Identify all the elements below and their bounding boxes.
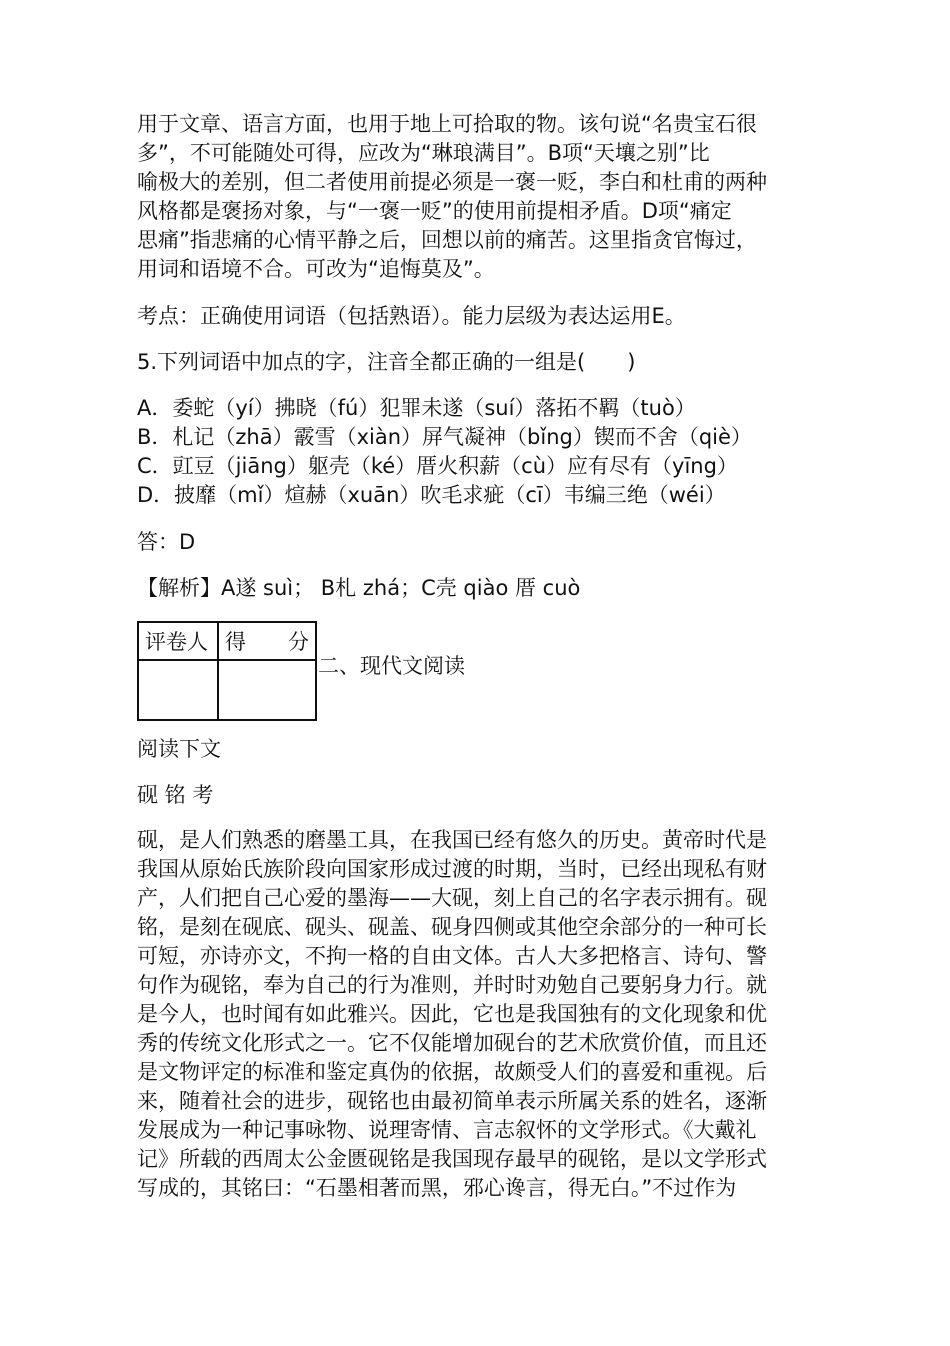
question-stem-text: 5.下列词语中加点的字，注音全都正确的一组是( ) bbox=[137, 350, 636, 374]
question-5-stem bbox=[137, 348, 817, 377]
score-table bbox=[137, 621, 317, 721]
option-d: D．披靡（mǐ）煊赫（xuān）吹毛求疵（cī）韦编三绝（wéi） bbox=[137, 483, 726, 507]
explanation-continuation bbox=[137, 110, 817, 284]
text-line: 是今人，也时闻有如此雅兴。因此，它也是我国独有的文化现象和优 bbox=[137, 1002, 767, 1026]
text-line: 句作为砚铭，奉为自己的行为准则，并时时劝勉自己要躬身力行。就 bbox=[137, 973, 767, 997]
article-title bbox=[137, 781, 817, 810]
text-line: 可短，亦诗亦文，不拘一格的自由文体。古人大多把格言、诗句、警 bbox=[137, 944, 767, 968]
option-b: B．札记（zhā）霰雪（xiàn）屏气凝神（bǐng）锲而不舍（qiè） bbox=[137, 425, 752, 449]
text-line: 记》所载的西周太公金匮砚铭是我国现存最早的砚铭，是以文学形式 bbox=[137, 1147, 767, 1171]
text-line: 产，人们把自己心爱的墨海——大砚，刻上自己的名字表示拥有。砚 bbox=[137, 886, 767, 910]
grader-cell bbox=[138, 660, 218, 720]
text-line: 发展成为一种记事咏物、说理寄情、言志叙怀的文学形式。《大戴礼 bbox=[137, 1118, 757, 1142]
text-line: 写成的，其铭曰：“石墨相著而黑，邪心谗言，得无白。”不过作为 bbox=[137, 1176, 737, 1200]
option-a: A．委蛇（yí）拂晓（fú）犯罪未遂（suí）落拓不羁（tuò） bbox=[137, 396, 696, 420]
score-cell bbox=[218, 660, 316, 720]
score-header: 得 分 bbox=[218, 622, 316, 660]
answer-line bbox=[137, 528, 817, 557]
text-line: 用于文章、语言方面，也用于地上可拾取的物。该句说“名贵宝石很 bbox=[137, 112, 757, 136]
reading-intro-text: 阅读下文 bbox=[137, 737, 221, 761]
text-line: 多”，不可能随处可得，应改为“琳琅满目”。B项“天壤之别”比 bbox=[137, 141, 710, 165]
kaodian-note bbox=[137, 302, 817, 331]
grader-header: 评卷人 bbox=[138, 622, 218, 660]
answer-text: 答：D bbox=[137, 530, 196, 554]
text-line: 风格都是褒扬对象，与“一褒一贬”的使用前提相矛盾。D项“痛定 bbox=[137, 199, 732, 223]
text-line: 我国从原始氏族阶段向国家形成过渡的时期，当时，已经出现私有财 bbox=[137, 857, 767, 881]
text-line: 秀的传统文化形式之一。它不仅能增加砚台的艺术欣赏价值，而且还 bbox=[137, 1031, 767, 1055]
section-title: 二、现代文阅读 bbox=[318, 654, 465, 678]
kaodian-text: 考点：正确使用词语（包括熟语）。能力层级为表达运用E。 bbox=[137, 304, 686, 328]
option-c: C．豇豆（jiāng）躯壳（ké）厝火积薪（cù）应有尽有（yīng） bbox=[137, 454, 738, 478]
analysis-text: 【解析】A遂 suì； B札 zhá；C壳 qiào 厝 cuò bbox=[137, 576, 581, 600]
text-line: 用词和语境不合。可改为“追悔莫及”。 bbox=[137, 257, 495, 281]
article-title-text: 砚 铭 考 bbox=[137, 783, 214, 807]
question-5-options bbox=[137, 394, 817, 510]
reading-intro bbox=[137, 735, 817, 764]
text-line: 铭，是刻在砚底、砚头、砚盖、砚身四侧或其他空余部分的一种可长 bbox=[137, 915, 767, 939]
analysis-line bbox=[137, 574, 817, 603]
article-body bbox=[137, 826, 817, 1203]
text-line: 来，随着社会的进步，砚铭也由最初简单表示所属关系的姓名，逐渐 bbox=[137, 1089, 767, 1113]
text-line: 砚，是人们熟悉的磨墨工具，在我国已经有悠久的历史。黄帝时代是 bbox=[137, 828, 767, 852]
text-line: 思痛”指悲痛的心情平静之后，回想以前的痛苦。这里指贪官悔过， bbox=[137, 228, 757, 252]
text-line: 是文物评定的标准和鉴定真伪的依据，故颇受人们的喜爱和重视。后 bbox=[137, 1060, 767, 1084]
text-line: 喻极大的差别，但二者使用前提必须是一褒一贬，李白和杜甫的两种 bbox=[137, 170, 767, 194]
